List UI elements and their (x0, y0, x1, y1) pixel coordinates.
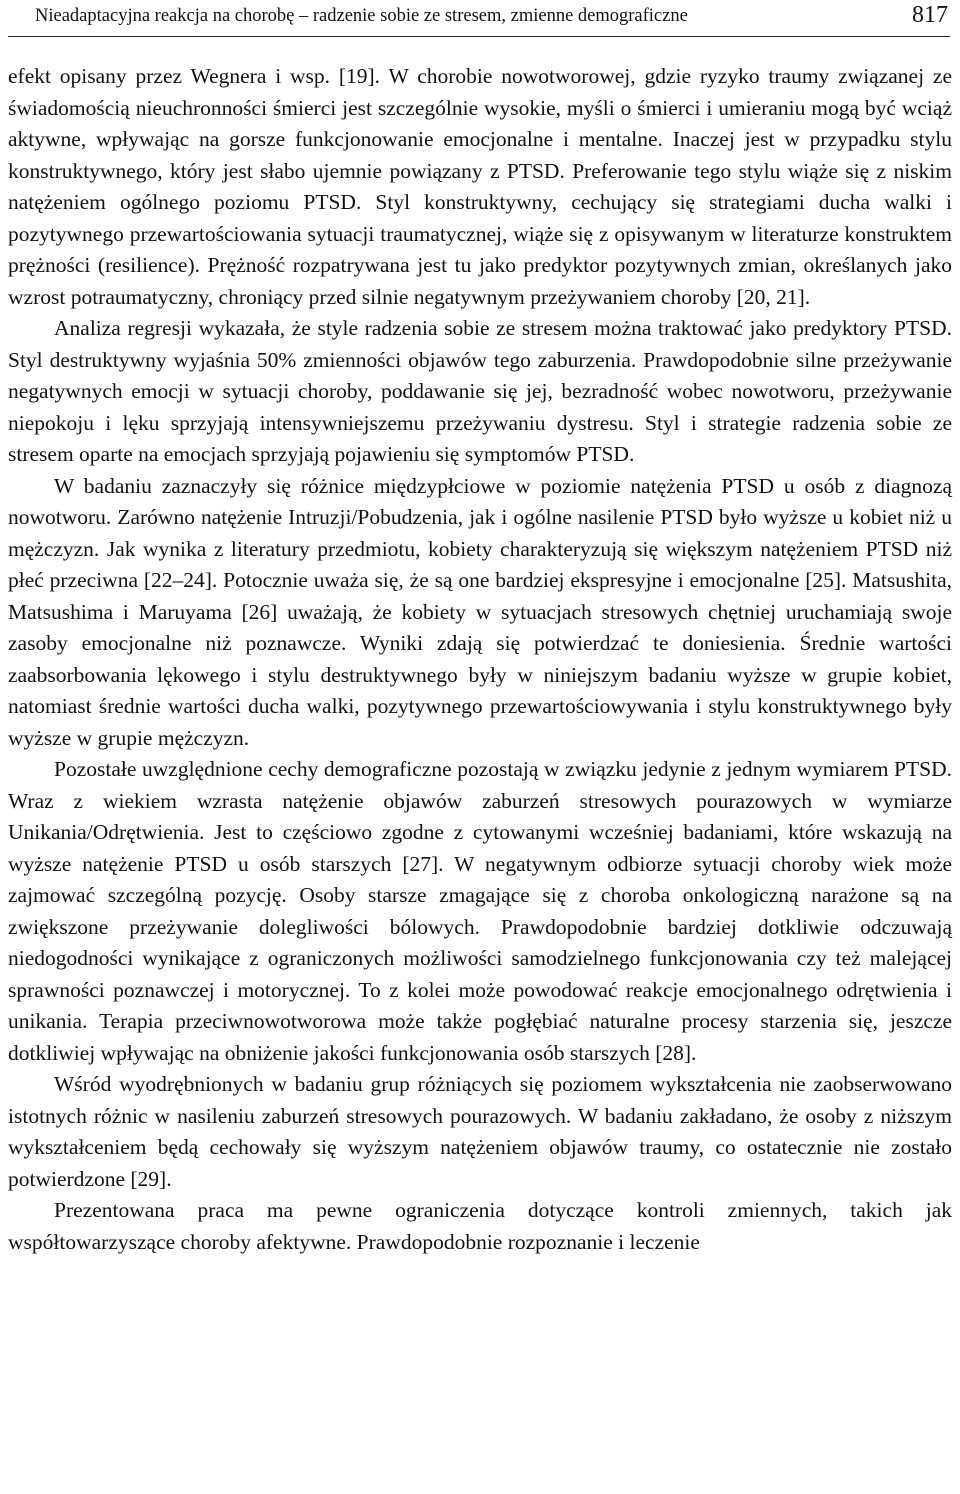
page-number: 817 (912, 2, 948, 28)
paragraph: Wśród wyodrębnionych w badaniu grup różniących się poziomem wykształcenia nie zaobserwowano istotnych różnic w nasileniu zaburzeń stresowych pourazowych. W badaniu zakładano, że osoby z niższym wykształceniem będą cechowały się wyższym natężeniem objawów traumy, co ostatecznie nie zostało potwierdzone [29]. (8, 1072, 952, 1191)
paragraph: Analiza regresji wykazała, że style radzenia sobie ze stresem można traktować jako predyktory PTSD. Styl destruktywny wyjaśnia 50% zmienności objawów tego zaburzenia. Prawdopodobnie silne przeżywanie negatywnych emocji w sytuacji choroby, poddawanie się jej, bezradność wobec nowotworu, przeżywanie niepokoju i lęku sprzyjają intensywniejszemu przeżywaniu dystresu. Styl i strategie radzenia sobie ze stresem oparte na emocjach sprzyjają pojawieniu się symptomów PTSD. (8, 316, 952, 466)
running-title: Nieadaptacyjna reakcja na chorobę – radzenie sobie ze stresem, zmienne demograficzne (35, 6, 688, 26)
running-header (8, 2, 950, 37)
article-body (8, 61, 952, 1258)
paragraph: W badaniu zaznaczyły się różnice międzypłciowe w poziomie natężenia PTSD u osób z diagnozą nowotworu. Zarówno natężenie Intruzji/Pobudzenia, jak i ogólne nasilenie PTSD było wyższe u kobiet niż u mężczyzn. Jak wynika z literatury przedmiotu, kobiety charakteryzują się większym natężeniem PTSD niż płeć przeciwna [22–24]. Potocznie uważa się, że są one bardziej ekspresyjne i emocjonalne [25]. Matsushita, Matsushima i Maruyama [26] uważają, że kobiety w sytuacjach stresowych chętniej uruchamiają swoje zasoby emocjonalne niż poznawcze. Wyniki zdają się potwierdzać te doniesienia. Średnie wartości zaabsorbowania lękowego i stylu destruktywnego były w niniejszym badaniu wyższe w grupie kobiet, natomiast średnie wartości ducha walki, pozytywnego przewartościowywania i stylu konstruktywnego były wyższe w grupie mężczyzn. (8, 473, 952, 750)
paragraph: efekt opisany przez Wegnera i wsp. [19]. W chorobie nowotworowej, gdzie ryzyko traumy związanej ze świadomością nieuchronności śmierci jest szczególnie wysokie, myśli o śmierci i umieraniu mogą być wciąż aktywne, wpływając na gorsze funkcjonowanie emocjonalne i mentalne. Inaczej jest w przypadku stylu konstruktywnego, który jest słabo ujemnie powiązany z PTSD. Preferowanie tego stylu wiąże się z niskim natężeniem ogólnego poziomu PTSD. Styl konstruktywny, cechujący się strategiami ducha walki i pozytywnego przewartościowania sytuacji traumatycznej, wiąże się z opisywanym w literaturze konstruktem prężności (resilience). Prężność rozpatrywana jest tu jako predyktor pozytywnych zmian, określanych jako wzrost potraumatyczny, chroniący przed silnie negatywnym przeżywaniem choroby [20, 21]. (8, 64, 952, 309)
paragraph: Prezentowana praca ma pewne ograniczenia dotyczące kontroli zmiennych, takich jak współtowarzyszące choroby afektywne. Prawdopodobnie rozpoznanie i leczenie (8, 1198, 952, 1254)
paragraph: Pozostałe uwzględnione cechy demograficzne pozostają w związku jedynie z jednym wymiarem PTSD. Wraz z wiekiem wzrasta natężenie objawów zaburzeń stresowych pourazowych w wymiarze Unikania/Odrętwienia. Jest to częściowo zgodne z cytowanymi wcześniej badaniami, które wskazują na wyższe natężenie PTSD u osób starszych [27]. W negatywnym odbiorze sytuacji choroby wiek może zajmować szczególną pozycję. Osoby starsze zmagające się z choroba onkologiczną narażone są na zwiększone przeżywanie dolegliwości bólowych. Prawdopodobnie bardziej dotkliwie odczuwają niedogodności wynikające z ograniczonych możliwości samodzielnego funkcjonowania czy też malejącej sprawności poznawczej i motorycznej. To z kolei może powodować reakcje emocjonalnego odrętwienia i unikania. Terapia przeciwnowotworowa może także pogłębiać naturalne procesy starzenia się, jeszcze dotkliwiej wpływając na obniżenie jakości funkcjonowania osób starszych [28]. (8, 757, 952, 1065)
